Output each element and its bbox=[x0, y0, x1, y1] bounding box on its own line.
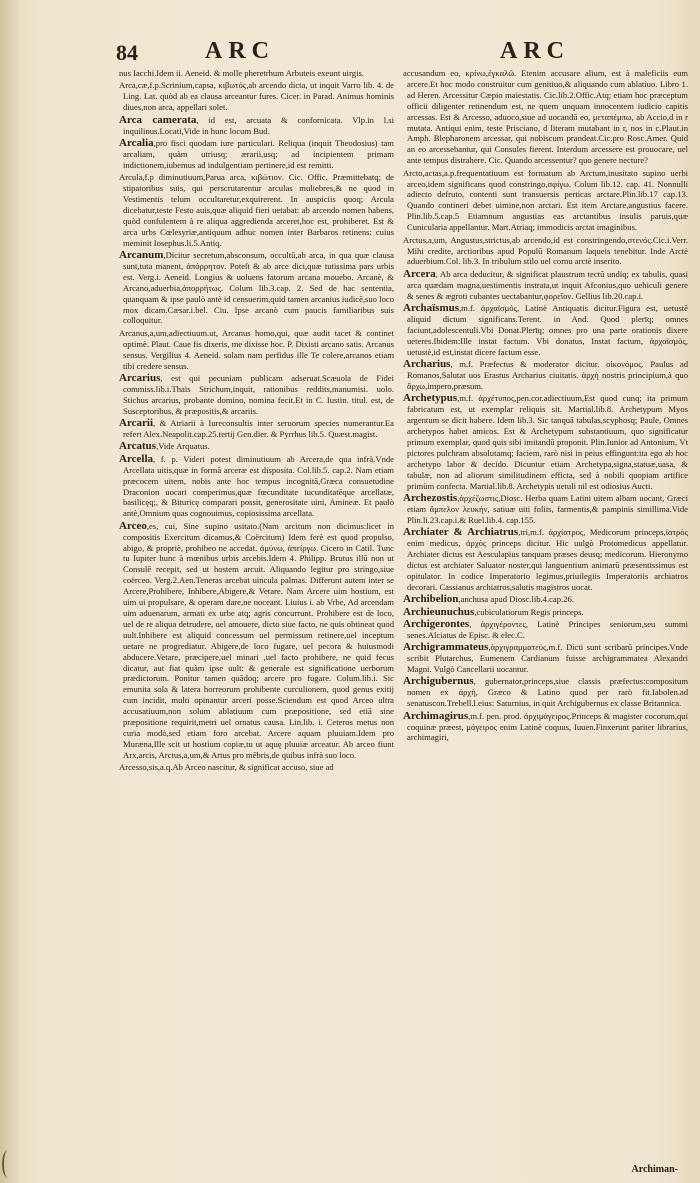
page-header bbox=[0, 36, 700, 72]
dictionary-entry bbox=[119, 138, 394, 171]
dictionary-entry bbox=[403, 359, 688, 392]
entry-headword: Archibelion bbox=[403, 593, 459, 606]
entry-text: ,cubiculatiorum Regis princeps. bbox=[474, 606, 584, 617]
dictionary-entry bbox=[119, 521, 394, 761]
entry-headword: Archaïsmus bbox=[403, 302, 460, 315]
dictionary-entry bbox=[403, 594, 688, 605]
dictionary-entry bbox=[403, 527, 688, 592]
dictionary-entry bbox=[119, 68, 394, 79]
entry-text: ,ἀρχέζωστις,Diosc. Herba quam Latini uitem albam uocant, Græci etiam ἄμπελον λευκήν, satiuæ uiti foliis, farmentis,& pampinis simillima.Vide Plin.li.23.cap.i.& Ruel.lib.4. cap.155. bbox=[407, 492, 688, 525]
left-column bbox=[119, 68, 394, 1163]
entry-headword: Archarius bbox=[403, 358, 451, 371]
dictionary-entry bbox=[403, 676, 688, 709]
entry-text: Arctus,a,um, Angustus,strictus,ab arcendo,id est constringendo,στενός.Cic.i.Verr. Mihi credite, arctioribus apud Populū Romanum laqueis tenebitur. Inde Arctè aduerbium.Col. lib.3. In tribulum stilo uel cornu arctè inserito. bbox=[403, 234, 688, 267]
entry-text: ,Vide Arquatus. bbox=[156, 441, 210, 452]
entry-text: ,anchusa apud Diosc.lib.4.cap.26. bbox=[458, 594, 574, 605]
dictionary-entry bbox=[119, 328, 394, 372]
entry-headword: Arcatus bbox=[119, 440, 157, 453]
entry-text: , ἀρχιγέροντες, Latinè Principes seniorum,seu summi senes.Alciatus de Episc. & elec.C. bbox=[407, 618, 688, 640]
page-spine-shadow bbox=[0, 0, 22, 1183]
entry-text: ,es, cui, Sine supino usitato.(Nam arcitum non dicimus:licet in compositis Exercitum dicamus,& Coërcitum) Idem ferè est quod propulso, abigo, & propriè, prohibeo ne accedat. ἀμύνω, ἀπείργω. Cicero in Catil. Tunc tu Iupiter hunc à mœnibus urbis arcebis.Idem 4. Philipp. Brutus illū non ut Consulē recepit, sed ut hostem arcuit. Aliquando legitur pro stringo,siue coërceo. Verg.2.Aen.Teneras arcebat uincula palmas. Differunt autem inter se Arcere,Prohibere, Inhibere,Abigere,& Vetare. Nam Arcere uim hostium, est uim ui propulsare, & operam dare,ne noceant. Liuius i. ab Vrbe, Ad arcendam uim aduenarum, armati ex urbe atq; agris concurrunt. Prohibere est de loco, uel de re aliqua detrudere, uel amouere, dicto siue facto, ne quis obtineat quod uult.Inhibere est aliquid concessum uel permissum retinere,uel inceptum uetare ne progrediatur. Abigere,de loco fugare, uel pecora & huiusmodi abducere.Vetare, præcipere,uel minari ,uel facto prohibere, ne quid fecus dicatur, aut fiat quàm ipse uult: & generale est significatione uerborum prædictorum. Ponitur tamen quādoq; arcere pro fugare. Colum.lib.i. Sic emunita sola & latera horreorum prohibente curculionem, quod genus exitij cum incidit, multi opinantur arceri posse.Sciendum est quod Arceo ultra accusatiuum,non solum ablatiuum cum præpositione, sed etiā sine præpositione requirit,metri uel ornatus causa. Lin.lib. i. Ceteros metus non curia modò,sed etiam foro arcebat. Arcere aquam pluuiam.Idem pro Muræna,Ille scit ut hostium copiæ,tu ut aquę pluuiæ arceatur. Ab arceo fiunt Arx,arcis, Arctus,a,um,& Artus pro mēbris,de quibus infrà suo loco. bbox=[123, 520, 394, 760]
dictionary-entry bbox=[119, 762, 394, 773]
dictionary-entry bbox=[403, 168, 688, 233]
dictionary-entry bbox=[403, 607, 688, 618]
entry-text: , est qui pecuniam publicam adseruat.Scæuola de Fidei commiss.lib.i.Thais Strichum,inquit, rationibus reddits,manumisi. uolo. Stichus arcarius, probante domino, nomina fecit.Et in C. Iustin. titul. est, de Susceptoribus, & præpositis,& arcariis. bbox=[123, 372, 394, 416]
entry-text: Arcesso,sis,a.q.Ab Arceo nascitur, & significat accuso, siue ad bbox=[119, 762, 334, 773]
entry-headword: Archimagirus bbox=[403, 709, 469, 722]
entry-text: , m.f. Præfectus & moderator dicitur. οἰκονόμος. Paulus ad Romanos,Salutat uos Erastus Archarius ciuitatis. ἀρχὴ nostris principium,à quo ἄρχω,impero,præsum. bbox=[407, 359, 688, 391]
dictionary-entry bbox=[403, 68, 688, 166]
entry-headword: Arcarius bbox=[119, 371, 161, 384]
entry-headword: Arceo bbox=[119, 519, 147, 532]
entry-text: Arca,cæ,f.p.Scrinium,capsa, κιβωτός,ab arcendo dicta, ut inquit Varro lib. 4. de Ling. Lat. quòd ab ea clausa arceantur fures. Cicer. in Parad. Animus hominis diues,non arca, appellari solet. bbox=[119, 80, 394, 113]
entry-headword: Archieunuchus bbox=[403, 605, 475, 618]
entry-text: ,pro fisci quodam iure particulari. Reliqua (inquit Theodosius) tam arcaliam, quàm utriusq; ærarii,usq; ad incipientem primam indictionem,iubemus ad indulgentiam pertinere,id est remitti. bbox=[123, 137, 394, 170]
dictionary-entry bbox=[403, 303, 688, 358]
entry-headword: Arcanum bbox=[119, 249, 164, 261]
entry-headword: Archiater & Archiatrus bbox=[403, 526, 519, 539]
entry-headword: Arcarii bbox=[119, 417, 154, 430]
dictionary-entry bbox=[403, 711, 688, 744]
dictionary-entry bbox=[403, 642, 688, 675]
dictionary-entry bbox=[119, 172, 394, 248]
entry-text: ,tri,m.f. ἀρχίατρος, Medicorum princeps,ἰατρὸς enim medicus, ἀρχὸς princeps dicitur. Hic uulgò Protomedicus appellatur. Archiater dictus est Aesculapius tanquam præses deusq; medicorum. Hieronymo dictus est archiater Saluator noster,qui languentium animarū præsentissimus est opitulator. In codice Imperatorio legimus,priuilegiis Imperatoriis archiatros decorari. Cassianus archiatros,salutis magistros uocat. bbox=[407, 527, 688, 592]
entry-headword: Archigrammateus bbox=[403, 641, 489, 654]
entry-headword: Archezostis bbox=[403, 491, 458, 504]
dictionary-entry bbox=[119, 373, 394, 417]
dictionary-entry bbox=[119, 115, 394, 137]
running-head-right: ARC bbox=[500, 38, 570, 64]
entry-headword: Arcella bbox=[119, 452, 154, 465]
dictionary-entry bbox=[403, 269, 688, 302]
entry-text: , f. p. Videri potest diminutiuum ab Arcera,de qua infrà.Vnde Arcellata uitis,quæ in formā arceræ est disposita. Col.lib.5. cap.2. Nam etiam præcocem uitem, nobis ante hoc tempus incognitā,Græca consuetudine Draconion uocari comperimus,quæ fœcunditate iucunditatēque arcellatæ, basilicęq;, & Bituricę comparari possit, generositate uini, Amineæ. Et paulò antè,Omnium quas cognouimus, copiosissima arcellata. bbox=[123, 453, 394, 519]
entry-text: accusandum eo, κρίνω,ἐγκαλῶ. Etenim accusare alium, est à maleficiis eum arcere.Et hoc modo construitur cum genitiuo,& aliquando cum ablatiuo. Libro 1. ad Heren. Arcessitur Cæpio maiestatis. Cic.lib.2.Offic.Atq; etiam hoc præceptum officii diligenter retinendum est, ne quem unquam innocentem iudicio capitis arcessas. Est & Arcesso, aduoco,siue ad uocandū eo, μεταπέμπω, ab Accio,d in r mutata. Antiqui enim, teste Prisciano, d literam mutabant in r, nos in c.Plaut.in Amph. Blepharonem arcessar, qui nobiscum prandeat.Cic.pro Rosc.Amer. Quid an eo arcessebantur, qui Consules fierent. Interdum arcessere est prouocare, uel ante tempus distrahere. Cic. Quando arcessentur? quo genere necture? bbox=[403, 68, 688, 166]
entry-text: Arcanus,a,um,adiectiuum.ut, Arcanus homo,qui, quæ audit tacet & continet optimè. Plaut. Caue fis dixeris, me dixisse hoc. P. Dixisti arcano satis. Arcanus sensus. Vergilius 4. Aeneid. solam nam perfidus ille Te colere,arcanos etiam tibi credere sensus. bbox=[119, 327, 394, 371]
entry-text: , gubernator,princeps,siue classis præfectus:compositum nomen ex ἀρχὴ, Græco & Latino quod per rarò fit.Iabolen.ad senatuscon.Trebell.l.eius: Saturnius, in quit Archigubernus ex classe Britannica. bbox=[407, 676, 688, 709]
catchword: Archiman- bbox=[631, 1164, 678, 1175]
dictionary-entry bbox=[403, 493, 688, 526]
dictionary-entry bbox=[119, 418, 394, 440]
running-head-left: ARC bbox=[205, 38, 275, 64]
dictionary-entry bbox=[403, 619, 688, 641]
dictionary-entry bbox=[119, 454, 394, 519]
entry-text: Arcto,actas,a.p.frequentatiuum est formatum ab Arctum,inusitato supino uerbi arceo,idem significans quod constringo,σφίγω. Colum lib.12. cap. 41. Nonnulli adiecto defruto, contenti sunt transuersis perticas arctare.Plin.lib.17 cap.13. Quando contineri debet uimine,non arctari. Est item Arctare,angustius facere. Plin.lib.5.cap.5 Etiamnum angustias eas arctantibus insulis paruis,quæ Cunicularia appellantur. Mart.Atriaq; immodicis arctat imaginibus. bbox=[403, 167, 688, 233]
dictionary-entry bbox=[403, 393, 688, 491]
entry-text: ,m.f. ἀρχαϊσμός, Latinè Antiquatis dicitur.Figura est, uetustē aliquid dictum significans.Terent. in And. Quod plerīq; omnes faciunt,adolescentuli.Vbi Donat.Plerīq; omnes pro una parte orationis dixere ueteres.Ibidem:Ille instat factum. Vbi donatus, Instat factum, ἀρχαϊσμὸς, uetustè,id est,instat dicere factum esse. bbox=[407, 303, 688, 357]
page-edge-mark bbox=[2, 1150, 14, 1178]
entry-headword: Archigubernus bbox=[403, 675, 474, 688]
entry-text: ,ἀρχιγραμματεύς,m.f. Dicti sunt scribarū principes.Vnde scribit Plutarchus, Eumenem Cardianum fuisse archigrammatea Alexandri Magni. Vulgò Cancellarii uocantur. bbox=[407, 642, 688, 675]
dictionary-entry bbox=[119, 441, 394, 452]
entry-text: nus Iacchi.Idem ii. Aeneid. & molle pheretrhum Arbuteis exeunt uirgis. bbox=[119, 68, 364, 78]
right-column bbox=[403, 68, 688, 1163]
entry-headword: Arcalia bbox=[119, 136, 154, 149]
entry-headword: Arca camerata bbox=[119, 113, 197, 126]
page-number: 84 bbox=[116, 40, 138, 65]
entry-headword: Archigerontes bbox=[403, 617, 470, 630]
entry-text: ,m.f. ἀρχέτυπος,pen.cor.adiectiuum,Est quod cunq; ita primum fabricatum est, ut exemplar reliquis sit. Martial.lib.8. Archetypum Myos argentum se dicit habere. Idem lib.3. Sic tanquā tabulas,scyphosq; Paule, Omnes archetypos habet amicos. Est & Archetypum substantiuum, quo significatur primum exemplar, quod quis sibi imitandū proponit. Plin.Iunior ad Antonium, Vt pictores pulchram absolutamq; faciem, rarò nisi in peius effingunt:ita ego ab hoc archetypo labor & decido. Dicuntur etiam Archetypa,signa,statuæ,uasa, & tabulæ, non ad aliorum similitudinem efficta, sed à nobili quopiam artifice primùm confecta. Martial.lib.8. Archetypis uetuli nil est odiosius Aucti. bbox=[407, 393, 688, 491]
entry-text: ,Dicitur secretum,absconsum, occultū,ab arca, in qua quæ clausa sunt,tuta manent, ἀπόρρητον. Poteſt & ab arce dici,quæ tutissima pars urbis est. Verg.i. Aeneid. Longius & uoluens fatorum arcana mouebo. Arcanè, & Arcano,aduerbia,ἀπορρήτως. Colum lib.3.cap. 2. Sed de hac sententia, quanquam & ipse paulò antè id censuerim,quid tamen arcanius iudicē,suo loco mox dicam.Cæsar.i.bel. Ciu. Ipse arcanò cum paucis familiaribus suis colloquitur. bbox=[123, 250, 394, 326]
dictionary-entry bbox=[119, 250, 394, 326]
entry-headword: Arcera bbox=[403, 267, 436, 280]
entry-text: , & Atriarii à Iureconsultis inter seruorum species numerantur.Ea refert Alex.Neapolit.cap.25.tertij Gen.dier. & Pyrrhus lib.5. Quæst.magist. bbox=[123, 418, 394, 439]
dictionary-entry bbox=[403, 235, 688, 268]
entry-text: ,m.f. pen. prod. ἀρχιμάγειρος.Princeps & magister cocorum,qui coquinæ præest, μάγειρος enim Latinè coquus, Iuuen.Finxerunt pariter librarius, archimagiri, bbox=[407, 710, 688, 743]
entry-text: Arcula,f.p diminutiuum,Parua arca, κιβώτιον. Cic. Offic. Præmittebatq; de stipatoribus suis, qui perscrutarentur arculas muliebres,& ne quod in Vestimentis telum occultaretur,exquirerent. In auspiciis quoq; Arcula dicebatur,teste Festo auis,quæ aliquid fieri uetabat: ab arcendo nomen habens, quòd confulentem à re aliqua aggredienda arceret,hoc est, prohiberet. Est & arca urbs Cœlesyriæ,antiquum adhuc nomen inter Barbaros retinens: cuius meminit Iosephus.li.5.Antiq. bbox=[119, 172, 394, 248]
dictionary-entry bbox=[119, 80, 394, 113]
entry-text: , id est, arcuata & confornicata. Vlp.in l.si inquilinus.Locati,Vide in hunc locum Bud. bbox=[123, 114, 394, 136]
entry-headword: Archetypus bbox=[403, 392, 458, 405]
entry-text: , Ab arca deducitur, & significat plaustrum tectū undiq; ex tabulis, quasi arca quædam magna,uestimentis instrata,ut inquit Afconius,quo uehiculi genere & senes & ægroti cubantes uectabantur,φορεῖον. Gellius lib.20.cap.i. bbox=[407, 268, 688, 301]
